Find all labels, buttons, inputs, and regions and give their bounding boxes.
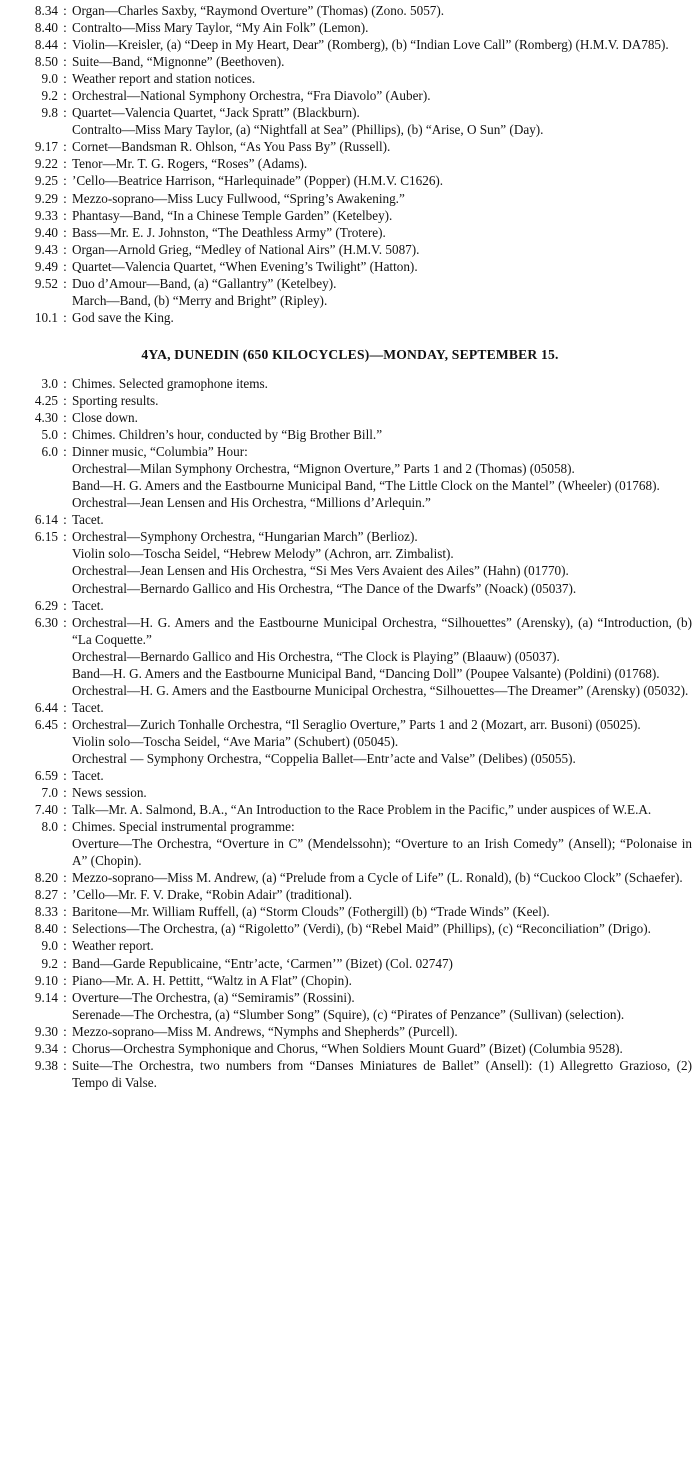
entry-subitem: Contralto—Miss Mary Taylor, (a) “Nightfall at Sea” (Phillips), (b) “Arise, O Sun” (Day). — [72, 122, 544, 138]
entry-text: Duo d’Amour—Band, (a) “Gallantry” (Ketelbey). — [72, 275, 337, 291]
entry-time: 9.0 — [41, 71, 58, 87]
programme-entry — [8, 409, 692, 426]
programme-entry — [8, 309, 692, 326]
entry-text: Overture—The Orchestra, (a) “Semiramis” (Rossini). — [72, 989, 355, 1005]
entry-time: 8.34 — [34, 3, 58, 18]
entry-time: 4.25 — [34, 392, 58, 408]
entry-body — [72, 155, 692, 172]
entry-body — [72, 1040, 692, 1057]
entry-text: Chimes. Selected gramophone items. — [72, 375, 268, 391]
programme-entry — [8, 937, 692, 954]
entry-time: 8.33 — [34, 904, 58, 920]
programme-entry — [8, 275, 692, 292]
entry-subitem: March—Band, (b) “Merry and Bright” (Ripley). — [72, 292, 328, 308]
programme-entry — [8, 801, 692, 818]
entry-body — [72, 784, 692, 801]
entry-body — [72, 955, 692, 972]
entry-time: 9.52 — [34, 275, 58, 291]
entry-text: News session. — [72, 785, 147, 801]
entry-time: 5.0 — [41, 427, 58, 443]
programme-entry — [8, 258, 692, 275]
time-separator: : — [63, 207, 67, 223]
entry-text: Orchestral—Symphony Orchestra, “Hungarian March” (Berlioz). — [72, 529, 418, 545]
entry-body — [72, 614, 692, 648]
entry-time: 6.59 — [34, 768, 58, 784]
programme-entry — [8, 818, 692, 835]
entry-time: 8.50 — [34, 54, 58, 70]
entry-text: Suite—The Orchestra, two numbers from “Danses Miniatures de Ballet” (Ansell): (1) Allegretto Grazioso, (2) Tempo di Valse. — [72, 1057, 692, 1090]
programme-entry — [8, 511, 692, 528]
entry-body — [72, 511, 692, 528]
time-separator: : — [63, 3, 67, 18]
entry-subitem: Orchestral—Milan Symphony Orchestra, “Mignon Overture,” Parts 1 and 2 (Thomas) (05058). — [72, 461, 575, 477]
time-separator: : — [63, 512, 67, 528]
entry-time: 6.29 — [34, 597, 58, 613]
entry-time: 8.27 — [34, 887, 58, 903]
entry-subitem: Violin solo—Toscha Seidel, “Hebrew Melody” (Achron, arr. Zimbalist). — [72, 546, 454, 562]
entry-text: Chimes. Special instrumental programme: — [72, 819, 295, 835]
entry-text: Tacet. — [72, 597, 104, 613]
entry-body — [72, 207, 692, 224]
entry-time: 9.8 — [41, 105, 58, 121]
programme-entry — [8, 172, 692, 189]
time-separator: : — [63, 309, 67, 325]
entry-time: 9.34 — [34, 1040, 58, 1056]
entry-time: 9.2 — [41, 88, 58, 104]
time-separator: : — [63, 699, 67, 715]
time-separator: : — [63, 1057, 67, 1073]
entry-body — [72, 699, 692, 716]
programme-entry — [8, 87, 692, 104]
entry-subitem: Overture—The Orchestra, “Overture in C” (Mendelssohn); “Overture to an Irish Comedy” (Ansell); “Polonaise in A” (Chopin). — [72, 836, 692, 869]
entry-subitem: Orchestral—Jean Lensen and His Orchestra, “Millions d’Arlequin.” — [72, 495, 431, 511]
time-separator: : — [63, 275, 67, 291]
time-separator: : — [63, 904, 67, 920]
programme-entry — [8, 443, 692, 460]
time-separator: : — [63, 938, 67, 954]
time-separator: : — [63, 1040, 67, 1056]
time-separator: : — [63, 614, 67, 630]
entry-time: 7.40 — [34, 802, 58, 818]
entry-body — [72, 70, 692, 87]
programme-entry — [8, 19, 692, 36]
entry-time: 10.1 — [34, 309, 58, 325]
time-separator: : — [63, 955, 67, 971]
time-separator: : — [63, 597, 67, 613]
entry-text: Tenor—Mr. T. G. Rogers, “Roses” (Adams). — [72, 156, 308, 172]
entry-text: Organ—Charles Saxby, “Raymond Overture” (Thomas) (Zono. 5057). — [72, 3, 445, 18]
entry-text: Baritone—Mr. William Ruffell, (a) “Storm Clouds” (Fothergill) (b) “Trade Winds” (Keel). — [72, 904, 550, 920]
entry-text: God save the King. — [72, 309, 174, 325]
entry-body — [72, 104, 692, 121]
entry-time: 6.45 — [34, 716, 58, 732]
entry-body — [72, 937, 692, 954]
entry-text: Band—Garde Republicaine, “Entr’acte, ‘Carmen’” (Bizet) (Col. 02747) — [72, 955, 453, 971]
entry-text: Cornet—Bandsman R. Ohlson, “As You Pass By” (Russell). — [72, 139, 391, 155]
programme-entry — [8, 955, 692, 972]
entry-text: Selections—The Orchestra, (a) “Rigoletto” (Verdi), (b) “Rebel Maid” (Phillips), (c) “Reconciliation” (Drigo). — [72, 921, 651, 937]
entry-body — [72, 409, 692, 426]
entry-time: 8.40 — [34, 20, 58, 36]
programme-entry — [8, 155, 692, 172]
time-separator: : — [63, 410, 67, 426]
entry-body — [72, 426, 692, 443]
entry-text: Piano—Mr. A. H. Pettitt, “Waltz in A Flat” (Chopin). — [72, 972, 352, 988]
entry-text: Tacet. — [72, 768, 104, 784]
programme-entry — [8, 920, 692, 937]
entry-time: 7.0 — [41, 785, 58, 801]
entry-text: ’Cello—Beatrice Harrison, “Harlequinade” (Popper) (H.M.V. C1626). — [72, 173, 444, 189]
time-separator: : — [63, 444, 67, 460]
programme-entry — [8, 2, 692, 19]
entry-body — [72, 87, 692, 104]
entry-time: 8.40 — [34, 921, 58, 937]
time-separator: : — [63, 139, 67, 155]
entry-time: 8.44 — [34, 37, 58, 53]
entry-body — [72, 869, 692, 886]
programme-entry — [8, 784, 692, 801]
programme-entry — [8, 36, 692, 53]
entry-time: 9.40 — [34, 224, 58, 240]
time-separator: : — [63, 190, 67, 206]
entry-text: Sporting results. — [72, 392, 159, 408]
time-separator: : — [63, 258, 67, 274]
time-separator: : — [63, 241, 67, 257]
entry-text: Mezzo-soprano—Miss M. Andrew, (a) “Prelude from a Cycle of Life” (L. Ronald), (b) “Cuckoo Clock” (Schaefer). — [72, 870, 683, 886]
entry-text: Orchestral—Zurich Tonhalle Orchestra, “Il Seraglio Overture,” Parts 1 and 2 (Mozart, arr. Busoni) (05025). — [72, 716, 641, 732]
time-separator: : — [63, 1023, 67, 1039]
station-heading: 4YA, DUNEDIN (650 KILOCYCLES)—MONDAY, SEPTEMBER 15. — [141, 346, 559, 362]
entry-time: 9.10 — [34, 972, 58, 988]
entry-body — [72, 903, 692, 920]
entry-time: 6.0 — [41, 444, 58, 460]
entry-time: 6.44 — [34, 699, 58, 715]
programme-entry — [8, 190, 692, 207]
entry-time: 6.15 — [34, 529, 58, 545]
entry-text: Contralto—Miss Mary Taylor, “My Ain Folk” (Lemon). — [72, 20, 369, 36]
entry-text: Weather report and station notices. — [72, 71, 256, 87]
entry-body — [72, 989, 692, 1006]
programme-entry — [8, 699, 692, 716]
programme-entry — [8, 1057, 692, 1091]
entry-body — [72, 801, 692, 818]
entry-time: 9.17 — [34, 139, 58, 155]
time-separator: : — [63, 375, 67, 391]
entry-time: 9.33 — [34, 207, 58, 223]
entry-time: 8.0 — [41, 819, 58, 835]
entry-body — [72, 818, 692, 835]
entry-text: Mezzo-soprano—Miss Lucy Fullwood, “Spring’s Awakening.” — [72, 190, 405, 206]
entry-body — [72, 1023, 692, 1040]
entry-time: 9.22 — [34, 156, 58, 172]
entry-text: Suite—Band, “Mignonne” (Beethoven). — [72, 54, 285, 70]
entry-text: Tacet. — [72, 512, 104, 528]
programme-entry — [8, 104, 692, 121]
entry-text: Orchestral—National Symphony Orchestra, “Fra Diavolo” (Auber). — [72, 88, 431, 104]
entry-time: 9.29 — [34, 190, 58, 206]
entry-body — [72, 443, 692, 460]
entry-body — [72, 375, 692, 392]
entry-time: 9.14 — [34, 989, 58, 1005]
time-separator: : — [63, 768, 67, 784]
time-separator: : — [63, 989, 67, 1005]
time-separator: : — [63, 37, 67, 53]
entry-text: Quartet—Valencia Quartet, “Jack Spratt” (Blackburn). — [72, 105, 360, 121]
programme-entry — [8, 241, 692, 258]
time-separator: : — [63, 88, 67, 104]
programme-entry — [8, 614, 692, 648]
programme-entry — [8, 528, 692, 545]
programme-entry — [8, 597, 692, 614]
entry-subitem: Orchestral—Bernardo Gallico and His Orchestra, “The Clock is Playing” (Blaauw) (05037). — [72, 648, 560, 664]
time-separator: : — [63, 785, 67, 801]
time-separator: : — [63, 870, 67, 886]
programme-entry — [8, 1040, 692, 1057]
entry-body — [72, 2, 692, 19]
entry-body — [72, 597, 692, 614]
entry-time: 6.14 — [34, 512, 58, 528]
entry-text: Quartet—Valencia Quartet, “When Evening’s Twilight” (Hatton). — [72, 258, 418, 274]
time-separator: : — [63, 224, 67, 240]
entry-text: Chorus—Orchestra Symphonique and Chorus, “When Soldiers Mount Guard” (Bizet) (Columbia 9528). — [72, 1040, 623, 1056]
entry-body — [72, 53, 692, 70]
entry-subitem: Serenade—The Orchestra, (a) “Slumber Song” (Squire), (c) “Pirates of Penzance” (Sullivan) (selection). — [72, 1006, 625, 1022]
entry-body — [72, 138, 692, 155]
time-separator: : — [63, 972, 67, 988]
entry-body — [72, 886, 692, 903]
entry-text: Bass—Mr. E. J. Johnston, “The Deathless Army” (Trotere). — [72, 224, 386, 240]
programme-entry — [8, 224, 692, 241]
entry-text: Organ—Arnold Grieg, “Medley of National Airs” (H.M.V. 5087). — [72, 241, 420, 257]
programme-entry — [8, 1023, 692, 1040]
programme-entry — [8, 886, 692, 903]
time-separator: : — [63, 887, 67, 903]
entry-text: Tacet. — [72, 699, 104, 715]
programme-section — [8, 346, 692, 1091]
entry-body — [72, 36, 692, 53]
entry-body — [72, 172, 692, 189]
entry-time: 9.25 — [34, 173, 58, 189]
entry-body — [72, 392, 692, 409]
programme-entry — [8, 426, 692, 443]
programme-entry — [8, 869, 692, 886]
entry-subitem: Violin solo—Toscha Seidel, “Ave Maria” (Schubert) (05045). — [72, 733, 399, 749]
time-separator: : — [63, 173, 67, 189]
programme-entry — [8, 903, 692, 920]
programme-entry — [8, 767, 692, 784]
entry-subitem: Orchestral — Symphony Orchestra, “Coppelia Ballet—Entr’acte and Valse” (Delibes) (05055). — [72, 750, 576, 766]
entry-time: 3.0 — [41, 375, 58, 391]
programme-entry — [8, 70, 692, 87]
time-separator: : — [63, 54, 67, 70]
time-separator: : — [63, 156, 67, 172]
entry-time: 4.30 — [34, 410, 58, 426]
entry-body — [72, 258, 692, 275]
entry-body — [72, 190, 692, 207]
entry-body — [72, 241, 692, 258]
time-separator: : — [63, 20, 67, 36]
entry-body — [72, 275, 692, 292]
entry-body — [72, 767, 692, 784]
programme-entry — [8, 375, 692, 392]
entry-body — [72, 224, 692, 241]
entry-text: Dinner music, “Columbia” Hour: — [72, 444, 248, 460]
programme-entry — [8, 716, 692, 733]
time-separator: : — [63, 716, 67, 732]
time-separator: : — [63, 71, 67, 87]
entry-text: Chimes. Children’s hour, conducted by “Big Brother Bill.” — [72, 427, 383, 443]
time-separator: : — [63, 802, 67, 818]
entry-text: Mezzo-soprano—Miss M. Andrews, “Nymphs and Shepherds” (Purcell). — [72, 1023, 458, 1039]
entry-time: 9.2 — [41, 955, 58, 971]
entry-time: 9.0 — [41, 938, 58, 954]
time-separator: : — [63, 819, 67, 835]
entry-time: 9.43 — [34, 241, 58, 257]
entry-subitem: Orchestral—Jean Lensen and His Orchestra, “Si Mes Vers Avaient des Ailes” (Hahn) (01770). — [72, 563, 569, 579]
time-separator: : — [63, 392, 67, 408]
entry-body — [72, 528, 692, 545]
entry-subitem: Orchestral—H. G. Amers and the Eastbourne Municipal Orchestra, “Silhouettes—The Dreamer” (Arensky) (05032). — [72, 682, 689, 698]
entry-text: Orchestral—H. G. Amers and the Eastbourne Municipal Orchestra, “Silhouettes” (Arensky), (a) “Introduction, (b) “La Coquette.” — [72, 614, 692, 647]
entry-time: 8.20 — [34, 870, 58, 886]
entry-body — [72, 716, 692, 733]
programme-entry — [8, 138, 692, 155]
entry-body — [72, 1057, 692, 1091]
entry-time: 6.30 — [34, 614, 58, 630]
time-separator: : — [63, 427, 67, 443]
time-separator: : — [63, 921, 67, 937]
programme-continuation — [8, 2, 692, 326]
programme-entry — [8, 392, 692, 409]
programme-entry — [8, 53, 692, 70]
entry-text: Talk—Mr. A. Salmond, B.A., “An Introduction to the Race Problem in the Pacific,” under auspices of W.E.A. — [72, 802, 652, 818]
entry-text: Violin—Kreisler, (a) “Deep in My Heart, Dear” (Romberg), (b) “Indian Love Call” (Romberg) (H.M.V. DA785). — [72, 37, 669, 53]
entry-time: 9.30 — [34, 1023, 58, 1039]
time-separator: : — [63, 105, 67, 121]
entry-subitem: Band—H. G. Amers and the Eastbourne Municipal Band, “Dancing Doll” (Poupee Valsante) (Poldini) (01768). — [72, 665, 660, 681]
entry-time: 9.38 — [34, 1057, 58, 1073]
entry-body — [72, 972, 692, 989]
programme-entry — [8, 207, 692, 224]
entry-body — [72, 920, 692, 937]
entry-text: Phantasy—Band, “In a Chinese Temple Garden” (Ketelbey). — [72, 207, 393, 223]
entry-subitem: Orchestral—Bernardo Gallico and His Orchestra, “The Dance of the Dwarfs” (Noack) (05037). — [72, 580, 577, 596]
entry-body — [72, 309, 692, 326]
time-separator: : — [63, 529, 67, 545]
entry-text: ’Cello—Mr. F. V. Drake, “Robin Adair” (traditional). — [72, 887, 353, 903]
entry-body — [72, 19, 692, 36]
programme-entry — [8, 972, 692, 989]
programme-entry — [8, 989, 692, 1006]
entry-subitem: Band—H. G. Amers and the Eastbourne Municipal Band, “The Little Clock on the Mantel” (Wheeler) (01768). — [72, 478, 660, 494]
entry-time: 9.49 — [34, 258, 58, 274]
entry-text: Close down. — [72, 410, 138, 426]
entry-text: Weather report. — [72, 938, 154, 954]
